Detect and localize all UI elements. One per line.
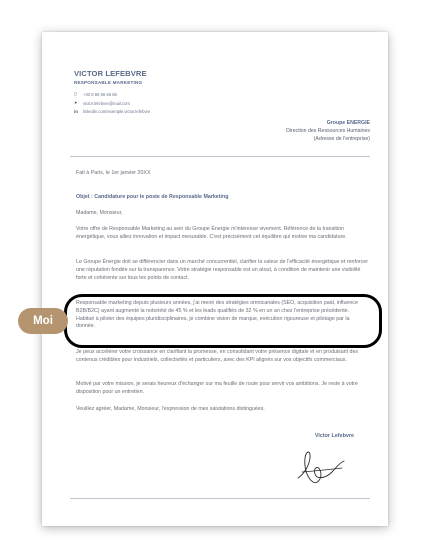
- footer-divider: [70, 498, 370, 499]
- sender-phone-value: +33 6 66 66 66 66: [83, 91, 117, 97]
- letter-object: Objet : Candidature pour le poste de Responsable Marketing: [76, 194, 229, 200]
- highlight-outline: [64, 294, 382, 348]
- letter-paragraph-value: Je peux accélérer votre croissance en clarifiant la promesse, en consolidant votre présence digitale et en produisant des contenus crédibles pour industriels, collectivités et particuliers, avec des KPI alignés sur vos objectifs commerciaux.: [76, 349, 359, 363]
- letter-paragraph-experience: Responsable marketing depuis plusieurs années, j'ai mené des stratégies omnicanales (SEO, acquisition paid, influence B2B/B2C) ayant augmenté la notoriété de 45 % et les leads qualifiés de 32 % en un an chez l'entreprise précédente. Habitué à piloter des équipes pluridisciplinaires, je combine vision de marque, exécution rigoureuse et pilotage par la donnée.: [76, 300, 358, 330]
- sender-phone: [74, 91, 117, 97]
- letter-paragraph-intro: Votre offre de Responsable Marketing au sein du Groupe Énergie m'intéresse vivement. Référence de la transition énergétique, vous alliez innovation et impact mesurable. C'est précisément cet équilibre qui motive ma candidature.: [76, 226, 347, 240]
- letter-salutation: Madame, Monsieur,: [76, 210, 123, 216]
- sender-role: RESPONSABLE MARKETING: [74, 80, 143, 85]
- linkedin-icon: in: [74, 109, 78, 114]
- sender-email: [74, 100, 130, 106]
- letter-date: Fait à Paris, le 1er janvier 20XX: [76, 170, 151, 176]
- sender-linkedin-value: linkedin.com/exemple.victor.lefebvre: [83, 109, 151, 114]
- header-divider: [70, 156, 370, 157]
- letter-paragraph-context: Le Groupe Énergie doit se différencier dans un marché concurrentiel, clarifier la valeur de l'efficacité énergétique et renforcer une réputation fondée sur la transparence. Votre stratégie responsable est un atout, à condition de maintenir une visibilité forte et cohérente sur tous les points de contact.: [76, 259, 369, 281]
- recipient-department: Direction des Ressources Humaines: [286, 128, 370, 134]
- me-badge: Moi: [18, 308, 68, 334]
- sender-name: VICTOR LEFEBVRE: [74, 69, 147, 78]
- recipient-address: (Adresse de l'entreprise): [313, 136, 370, 142]
- signature-name: Victor Lefebvre: [314, 433, 354, 439]
- send-icon: ➤: [74, 100, 78, 105]
- letter-closing: Veuillez agréer, Madame, Monsieur, l'expression de mes salutations distinguées.: [76, 406, 265, 412]
- handwritten-signature: [292, 444, 350, 488]
- sender-email-value: victor.lefebvre@mail.com: [83, 100, 130, 106]
- recipient-company: Groupe ENERGIE: [326, 120, 370, 126]
- sender-linkedin: [74, 109, 150, 114]
- letter-paragraph-motivation: Motivé par votre mission, je serais heureux d'échanger sur ma feuille de route pour servir vos ambitions. Je reste à votre disposition pour un entretien.: [76, 381, 358, 395]
- phone-icon: ▯: [74, 91, 77, 96]
- letter-page: [42, 32, 388, 526]
